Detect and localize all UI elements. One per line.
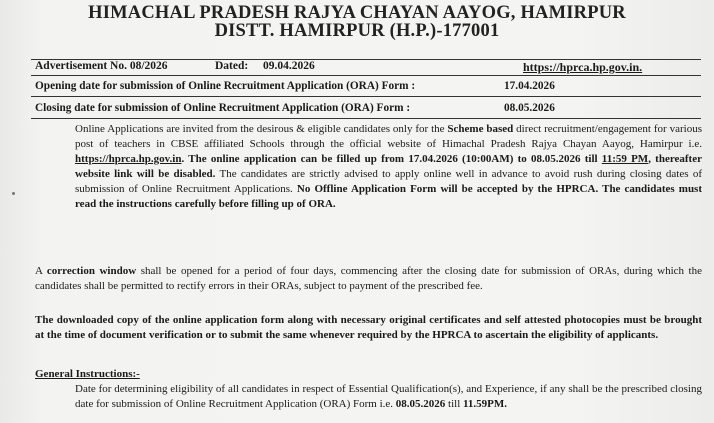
text: The candidates are strictly advised to apply online well in advance to avoid rush during closing dates of submission of Online Recruitment Applications. <box>75 168 702 195</box>
dated-label: Dated: <box>215 60 249 72</box>
deadline-time: 11:59 PM <box>601 153 649 165</box>
website-link[interactable]: https://hprca.hp.gov.in. <box>523 60 643 74</box>
dated-value: 09.04.2026 <box>263 60 315 72</box>
opening-date-label: Opening date for submission of Online Recruitment Application (ORA) Form : <box>35 80 416 92</box>
advertisement-number: Advertisement No. 08/2026 <box>35 60 168 72</box>
bold-text: Scheme based <box>447 123 514 135</box>
text: direct recruitment/engagement for various post of teachers in CBSE affiliated Schools through the official website of Himachal Pradesh Rajya Chayan Aayog, Hamirpur i.e. <box>75 123 702 150</box>
bold-text: . The online application can be filled up from 17.04.2026 (10:00AM) to 08.05.2026 till <box>181 153 602 165</box>
opening-date-value: 17.04.2026 <box>504 80 555 92</box>
text: Online Applications are invited from the desirous & eligible candidates only for the <box>75 123 448 135</box>
scan-speck <box>12 192 15 195</box>
paragraph-applications-invited <box>35 122 702 212</box>
paragraph-document-verification <box>35 313 702 343</box>
text: shall be opened for a period of four days, commencing after the closing date for submission of ORAs, during which the candidates shall be permitted to rectify errors in their ORAs, subject to payment of the prescribed fee. <box>35 265 702 292</box>
website-link[interactable]: https://hprca.hp.gov.in <box>75 153 182 165</box>
page-title: HIMACHAL PRADESH RAJYA CHAYAN AAYOG, HAMIRPUR <box>88 3 626 23</box>
bold-text: correction window <box>46 265 137 277</box>
general-instructions-heading: General Instructions:- <box>35 368 140 380</box>
text: till <box>445 398 464 410</box>
divider <box>31 75 701 76</box>
bold-text: The downloaded copy of the online application form along with necessary original certificates and self attested photocopies must be brought at the time of document verification or to submit the same whenever required by the HPRCA to ascertain the eligibility of applicants. <box>35 314 702 341</box>
bold-text: 08.05.2026 <box>395 398 446 410</box>
page-subtitle-address: DISTT. HAMIRPUR (H.P.)-177001 <box>214 21 500 41</box>
text: Date for determining eligibility of all candidates in respect of Essential Qualification(s), and Experience, if any shall be the prescribed closing date for submission of Online Recruitment Application (ORA) Form i.e. <box>75 383 702 410</box>
closing-date-label: Closing date for submission of Online Recruitment Application (ORA) Form : <box>35 102 411 114</box>
bold-text: , thereafter website link will be disabled. <box>75 153 702 180</box>
text: A <box>35 265 47 277</box>
bold-text: No Offline Application Form will be accepted by the HPRCA. The candidates must read the instructions carefully before filling up of ORA. <box>75 183 703 210</box>
divider <box>31 96 701 97</box>
closing-date-value: 08.05.2026 <box>504 102 555 114</box>
divider <box>31 118 701 119</box>
bold-text: 11.59PM. <box>463 398 508 410</box>
paragraph-correction-window <box>35 264 702 294</box>
paragraph-eligibility-date <box>35 382 702 412</box>
